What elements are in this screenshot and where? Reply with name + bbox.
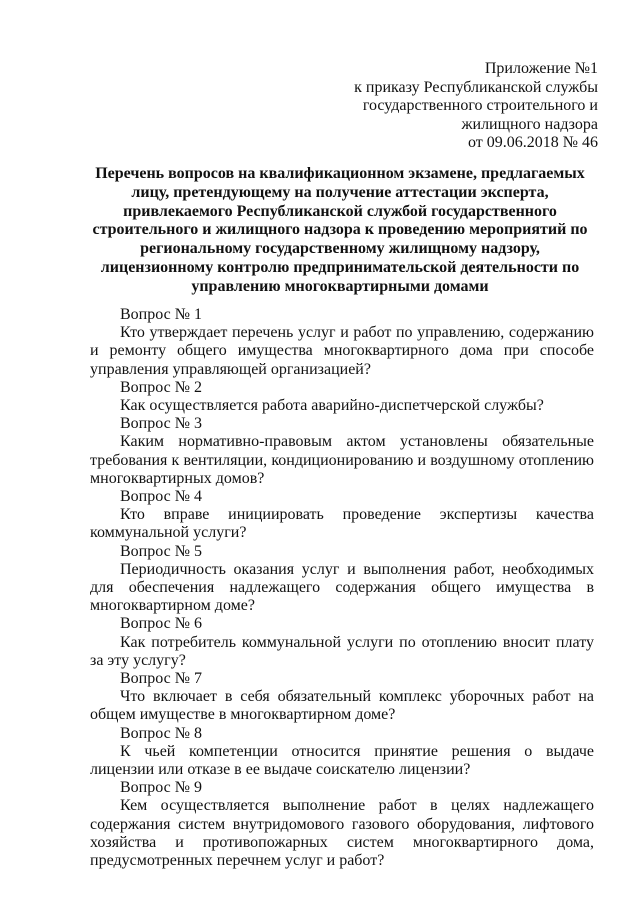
question-item (90, 779, 594, 870)
question-item (90, 543, 594, 616)
question-number: Вопрос № 8 (120, 724, 202, 742)
question-text: Периодичность оказания услуг и выполнения работ, необходимых для обеспечения надлежащего содержания общего имущества в многоквартирном доме? (90, 560, 594, 615)
question-number: Вопрос № 9 (120, 779, 202, 797)
question-item (90, 615, 594, 670)
question-item (90, 725, 594, 780)
question-item (90, 306, 594, 379)
appendix-line: к приказу Республиканской службы (354, 78, 598, 96)
question-text: Кто вправе инициировать проведение экспертизы качества коммунальной услуги? (90, 506, 594, 542)
question-number: Вопрос № 1 (120, 306, 202, 323)
question-text: Каким нормативно-правовым актом установлены обязательные требования к вентиляции, кондиционированию и воздушному отоплению многоквартирных домов? (90, 433, 594, 487)
appendix-line: Приложение №1 (484, 60, 598, 77)
question-item (90, 670, 594, 725)
question-item (90, 379, 594, 415)
question-number: Вопрос № 5 (120, 542, 202, 560)
question-number: Вопрос № 7 (120, 670, 202, 688)
question-text: Кем осуществляется выполнение работ в целях надлежащего содержания систем внутридомового газового оборудования, лифтового хозяйства и противопожарных систем многоквартирного дома, предусмотренных перечнем услуг и работ? (90, 797, 594, 870)
question-item (90, 488, 594, 543)
document-title: Перечень вопросов на квалификационном экзамене, предлагаемых лицу, претендующему на получение аттестации эксперта, привлекаемого Республиканской службой государственного строительного и жилищного надзора к проведению мероприятий по региональному государственному жилищному надзору, лицензионному контролю предпринимательской деятельности по управлению многоквартирными домами (92, 165, 588, 295)
appendix-line: жилищного надзора (461, 115, 598, 133)
question-number: Вопрос № 4 (120, 488, 202, 506)
question-number: Вопрос № 6 (120, 615, 202, 633)
question-text: Что включает в себя обязательный комплекс уборочных работ на общем имуществе в многоквартирном доме? (90, 688, 594, 724)
question-item (90, 415, 594, 488)
appendix-header (354, 60, 598, 153)
question-text: Кто утверждает перечень услуг и работ по управлению, содержанию и ремонту общего имущества многоквартирного дома при способе управления управляющей организацией? (90, 324, 594, 378)
appendix-line: государственного строительного и (362, 97, 598, 114)
question-number: Вопрос № 2 (120, 378, 202, 396)
question-list (90, 306, 594, 870)
appendix-line: от 09.06.2018 № 46 (467, 134, 598, 151)
question-text: К чьей компетенции относится принятие решения о выдаче лицензии или отказе в ее выдаче соискателю лицензии? (90, 742, 594, 779)
question-text: Как осуществляется работа аварийно-диспетчерской службы? (120, 397, 544, 415)
question-number: Вопрос № 3 (120, 415, 202, 433)
question-text: Как потребитель коммунальной услуги по отоплению вносит плату за эту услугу? (90, 633, 594, 669)
